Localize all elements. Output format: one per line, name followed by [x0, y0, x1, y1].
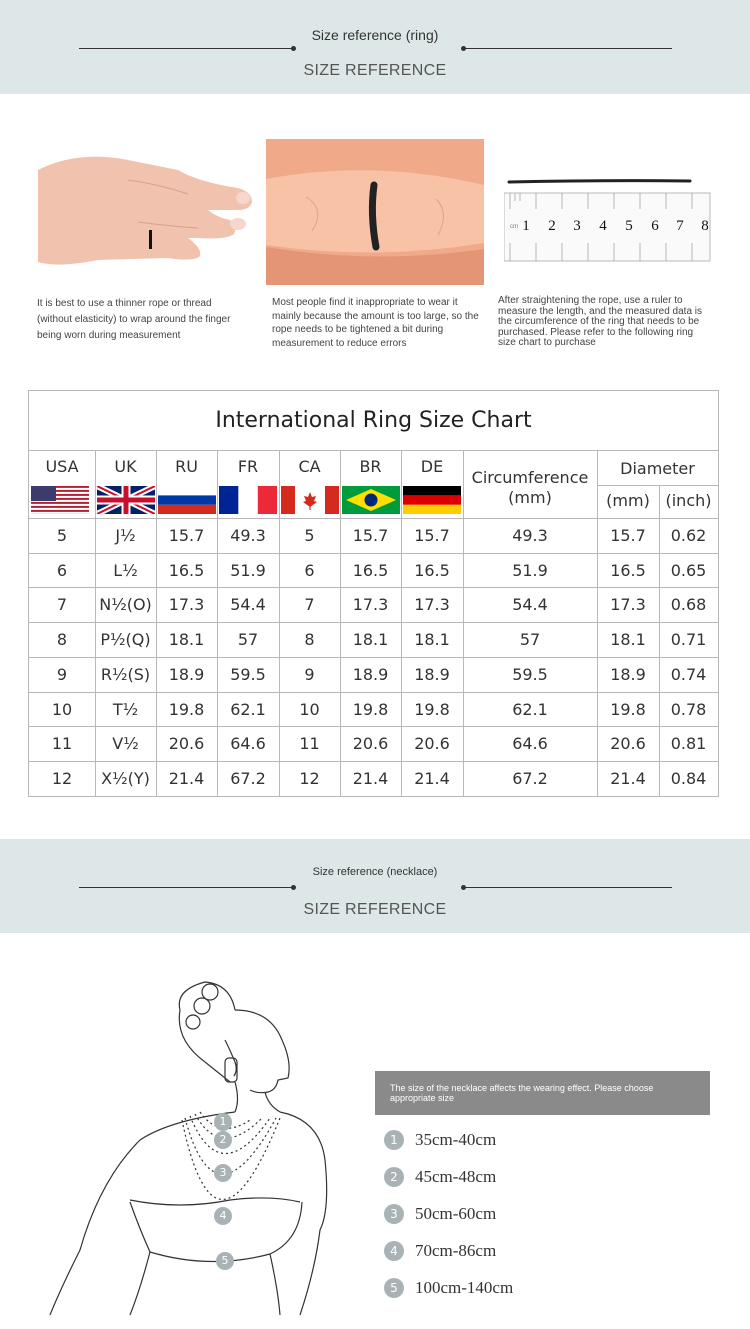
- length-option: [384, 1203, 496, 1225]
- grid-hline: [29, 761, 718, 762]
- ring-small-title: Size reference (ring): [311, 27, 439, 43]
- table-cell: 18.1: [168, 630, 205, 650]
- finger-close-up-image: [266, 139, 484, 285]
- table-cell: 62.1: [230, 699, 266, 719]
- table-cell: 7: [304, 595, 315, 615]
- table-cell: 12: [299, 768, 320, 788]
- table-cell: 5: [56, 526, 68, 545]
- ruler-number: 3: [573, 218, 581, 234]
- table-cell: 54.4: [512, 595, 548, 615]
- table-cell: J½: [115, 526, 136, 545]
- divider-right: [465, 48, 672, 49]
- table-cell: 11: [299, 734, 320, 754]
- necklace-small-title: Size reference (necklace): [312, 866, 438, 878]
- length-number-badge: 3: [384, 1204, 404, 1224]
- column-header: FR: [237, 457, 259, 476]
- table-cell: 18.9: [414, 664, 450, 684]
- table-cell: 18.9: [610, 664, 646, 684]
- table-cell: 15.7: [168, 526, 205, 545]
- necklace-marker-2: 2: [214, 1131, 232, 1149]
- table-cell: 57: [237, 630, 259, 650]
- length-option: [384, 1166, 496, 1188]
- circumference-header: Circumference (mm): [471, 468, 589, 507]
- ring-caption-1: It is best to use a thinner rope or thread (without elasticity) to wrap around the finger being worn during measurement: [37, 298, 231, 341]
- table-cell: L½: [113, 560, 138, 580]
- table-cell: 62.1: [512, 699, 548, 719]
- table-cell: 49.3: [230, 526, 266, 545]
- table-cell: 64.6: [230, 734, 266, 754]
- length-number-badge: 4: [384, 1241, 404, 1261]
- length-label: 35cm-40cm: [415, 1130, 497, 1149]
- ring-size-chart: [28, 390, 719, 797]
- divider-left: [79, 48, 292, 49]
- divider-dot-left: [291, 46, 296, 51]
- table-cell: 11: [51, 734, 73, 754]
- necklace-header-band: [0, 839, 750, 933]
- column-header: BR: [359, 457, 382, 476]
- table-cell: P½(Q): [100, 630, 151, 650]
- table-cell: 19.8: [352, 699, 389, 719]
- table-cell: 6: [304, 560, 315, 580]
- table-cell: 15.7: [610, 526, 646, 545]
- column-header: RU: [175, 457, 198, 476]
- russia-flag-icon: [158, 486, 216, 514]
- length-label: 50cm-60cm: [415, 1204, 497, 1223]
- germany-flag-icon: [403, 486, 461, 514]
- table-cell: 10: [51, 699, 73, 719]
- table-cell: 9: [304, 664, 315, 684]
- ruler-number: 8: [701, 218, 709, 234]
- length-number-badge: 5: [384, 1278, 404, 1298]
- ruler-number: 5: [625, 218, 633, 234]
- table-cell: 16.5: [168, 560, 205, 580]
- table-cell: 0.71: [670, 630, 707, 650]
- ruler-number: 2: [548, 218, 556, 234]
- table-cell: 0.81: [670, 734, 707, 754]
- table-cell: 17.3: [610, 595, 646, 615]
- table-cell: 18.1: [414, 630, 450, 650]
- length-option: [384, 1240, 496, 1262]
- length-label: 70cm-86cm: [415, 1241, 497, 1260]
- table-cell: 17.3: [352, 595, 389, 615]
- table-cell: 15.7: [352, 526, 389, 545]
- table-cell: 18.9: [352, 664, 389, 684]
- table-cell: 16.5: [610, 560, 646, 580]
- table-cell: 20.6: [414, 734, 450, 754]
- ruler-number: 1: [522, 218, 530, 234]
- table-cell: 54.4: [230, 595, 266, 615]
- table-cell: 21.4: [414, 768, 450, 788]
- ring-big-title: SIZE REFERENCE: [303, 62, 447, 79]
- divider-dot-left: [291, 885, 296, 890]
- brazil-flag-icon: [342, 486, 400, 514]
- table-cell: 0.62: [670, 526, 707, 545]
- table-cell: 21.4: [610, 768, 646, 788]
- table-cell: 17.3: [168, 595, 205, 615]
- ruler-number: 7: [676, 218, 684, 234]
- table-cell: 19.8: [610, 699, 646, 719]
- woman-sketch-illustration: [30, 970, 330, 1320]
- hand-with-thread-image: [38, 140, 254, 280]
- table-cell: 21.4: [352, 768, 389, 788]
- table-cell: 0.84: [670, 768, 707, 788]
- necklace-info-banner: The size of the necklace affects the wearing effect. Please choose appropriate size: [375, 1071, 710, 1115]
- table-cell: 9: [56, 664, 68, 684]
- table-cell: 16.5: [414, 560, 450, 580]
- grid-hline: [29, 622, 718, 623]
- table-cell: 8: [56, 630, 68, 650]
- table-cell: 12: [51, 768, 73, 788]
- table-cell: 49.3: [512, 526, 548, 545]
- table-cell: 7: [56, 595, 68, 615]
- necklace-marker-5: 5: [216, 1252, 234, 1270]
- table-cell: 0.65: [670, 560, 707, 580]
- ruler-unit-label: cm: [510, 224, 518, 230]
- ruler-number: 6: [651, 218, 659, 234]
- table-cell: 0.68: [670, 595, 707, 615]
- table-cell: 18.1: [610, 630, 646, 650]
- table-cell: 64.6: [512, 734, 548, 754]
- table-cell: 18.1: [352, 630, 389, 650]
- table-cell: 20.6: [352, 734, 389, 754]
- ring-caption-3: After straightening the rope, use a ruler to measure the length, and the measured data is the circumference of the ring that needs to be purchased. Please refer to the following ring size chart to purchase: [498, 295, 703, 348]
- table-cell: 21.4: [168, 768, 205, 788]
- table-cell: 19.8: [414, 699, 450, 719]
- necklace-marker-1: 1: [214, 1113, 232, 1131]
- grid-hline: [29, 587, 718, 588]
- grid-hline: [29, 726, 718, 727]
- diameter-inch-header: (inch): [665, 491, 712, 510]
- length-number-badge: 2: [384, 1167, 404, 1187]
- divider-left: [79, 887, 292, 888]
- table-cell: 15.7: [414, 526, 450, 545]
- necklace-marker-4: 4: [214, 1207, 232, 1225]
- table-cell: 17.3: [414, 595, 450, 615]
- column-header: CA: [298, 457, 321, 476]
- length-option: [384, 1129, 496, 1151]
- grid-hline: [29, 692, 718, 693]
- grid-hline: [29, 518, 718, 519]
- table-cell: V½: [112, 734, 139, 754]
- table-cell: T½: [112, 699, 139, 719]
- length-label: 45cm-48cm: [415, 1167, 497, 1186]
- table-cell: 57: [519, 630, 541, 650]
- table-cell: 67.2: [230, 768, 266, 788]
- table-cell: 59.5: [230, 664, 266, 684]
- table-cell: 51.9: [230, 560, 266, 580]
- column-header: DE: [420, 457, 444, 476]
- column-header: USA: [45, 457, 79, 476]
- ruler-image: [504, 175, 712, 263]
- ruler-number: 4: [599, 218, 607, 234]
- table-cell: 59.5: [512, 664, 548, 684]
- table-cell: X½(Y): [101, 768, 150, 788]
- table-cell: 20.6: [168, 734, 205, 754]
- table-cell: 8: [304, 630, 315, 650]
- usa-flag-icon: [31, 486, 89, 514]
- uk-flag-icon: [97, 486, 155, 514]
- table-cell: 18.9: [168, 664, 205, 684]
- necklace-marker-3: 3: [214, 1164, 232, 1182]
- table-cell: 20.6: [610, 734, 646, 754]
- table-cell: 0.78: [670, 699, 707, 719]
- table-cell: R½(S): [100, 664, 151, 684]
- france-flag-icon: [219, 486, 277, 514]
- divider-right: [465, 887, 672, 888]
- column-header: UK: [114, 457, 137, 476]
- table-cell: 19.8: [168, 699, 205, 719]
- necklace-big-title: SIZE REFERENCE: [303, 901, 447, 918]
- diameter-mm-header: (mm): [606, 491, 650, 510]
- table-cell: 5: [304, 526, 315, 545]
- grid-hline: [29, 553, 718, 554]
- table-cell: 10: [299, 699, 320, 719]
- length-option: [384, 1277, 513, 1299]
- ring-caption-2: Most people find it inappropriate to wear it mainly because the amount is too large, so the rope needs to be tightened a bit during measurement to reduce errors: [272, 297, 479, 349]
- chart-title: International Ring Size Chart: [29, 391, 718, 451]
- length-label: 100cm-140cm: [415, 1278, 514, 1297]
- ring-header-band: [0, 0, 750, 94]
- table-cell: 67.2: [512, 768, 548, 788]
- grid-hline: [29, 657, 718, 658]
- table-cell: 16.5: [352, 560, 389, 580]
- length-number-badge: 1: [384, 1130, 404, 1150]
- table-cell: 6: [56, 560, 68, 580]
- diameter-header: Diameter: [620, 459, 695, 478]
- table-cell: N½(O): [99, 595, 152, 615]
- table-cell: 0.74: [670, 664, 707, 684]
- canada-flag-icon: [281, 486, 339, 514]
- grid-hline: [597, 485, 718, 486]
- table-cell: 51.9: [512, 560, 548, 580]
